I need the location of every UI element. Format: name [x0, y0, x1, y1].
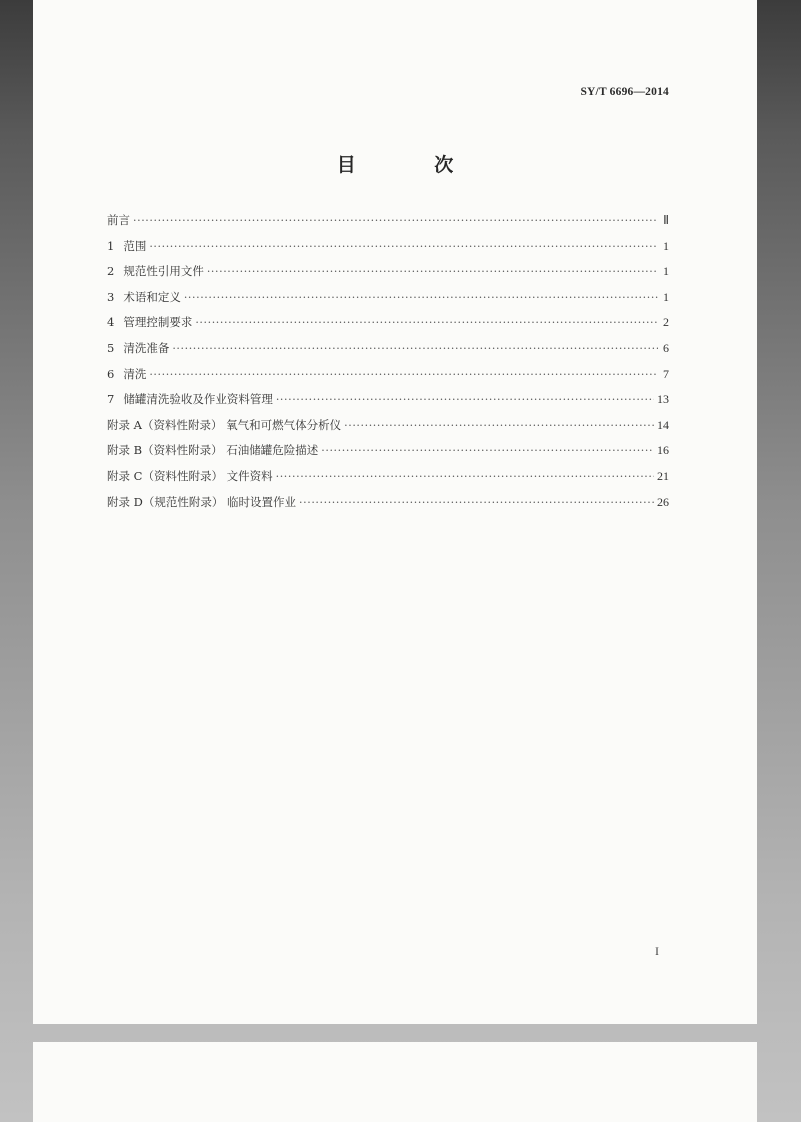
toc-entry[interactable]	[107, 391, 669, 417]
toc-entry-number: 7	[107, 392, 115, 407]
toc-entry-label	[107, 442, 318, 458]
toc-entry-label	[107, 238, 146, 254]
toc-dot-leader	[276, 393, 654, 410]
toc-dot-leader	[172, 342, 658, 359]
toc-dot-leader	[321, 444, 654, 461]
toc-entry-page: 21	[657, 468, 669, 483]
toc-entry-title: 前言	[107, 213, 130, 227]
page-number: I	[655, 944, 659, 958]
toc-entry-number: 1	[107, 238, 115, 253]
toc-title: 目 次	[336, 154, 490, 176]
toc-entry-label	[107, 289, 181, 305]
toc-entry-title: 附录 C（资料性附录） 文件资料	[107, 468, 273, 483]
toc-entry[interactable]	[107, 366, 669, 392]
toc-entry-title: 清洗准备	[123, 340, 170, 355]
toc-entry[interactable]	[107, 212, 669, 238]
toc-entry-title: 附录 A（资料性附录） 氧气和可燃气体分析仪	[107, 417, 342, 432]
toc-entry-page: 1	[663, 289, 669, 304]
toc-entry-label	[107, 494, 296, 510]
table-of-contents	[107, 212, 669, 519]
toc-entry[interactable]	[107, 417, 669, 443]
toc-entry[interactable]	[107, 314, 669, 340]
toc-entry[interactable]	[107, 289, 669, 315]
toc-entry-title: 附录 B（资料性附录） 石油储罐危险描述	[107, 443, 319, 458]
toc-dot-leader	[276, 470, 654, 487]
toc-entry-number: 3	[107, 289, 115, 304]
document-code: SY/T 6696—2014	[580, 86, 669, 98]
toc-entry-page: 14	[657, 417, 669, 432]
toc-entry[interactable]	[107, 238, 669, 264]
next-document-page	[33, 1042, 757, 1122]
toc-entry[interactable]	[107, 442, 669, 468]
toc-entry[interactable]	[107, 340, 669, 366]
toc-entry-page: 1	[663, 264, 669, 279]
toc-entry-title: 附录 D（规范性附录） 临时设置作业	[107, 494, 297, 509]
toc-entry-label	[107, 263, 204, 279]
toc-entry-title: 范围	[123, 238, 147, 253]
toc-entry-title: 储罐清洗验收及作业资料管理	[123, 392, 273, 407]
toc-entry-page: 2	[663, 315, 669, 330]
toc-entry-page: 16	[657, 443, 669, 458]
toc-entry[interactable]	[107, 494, 669, 520]
toc-entry-title: 规范性引用文件	[123, 264, 204, 279]
toc-dot-leader	[149, 368, 658, 385]
toc-entry-page: 26	[657, 494, 669, 509]
toc-dot-leader	[133, 214, 658, 231]
toc-entry-title: 清洗	[123, 366, 147, 381]
toc-entry-label	[107, 391, 273, 407]
document-page	[33, 0, 757, 1024]
toc-entry-page: Ⅱ	[663, 213, 669, 227]
toc-entry-number: 5	[107, 340, 115, 355]
toc-entry-label	[107, 314, 192, 330]
toc-entry-number: 6	[107, 366, 115, 381]
toc-entry-title: 术语和定义	[123, 289, 181, 304]
toc-entry-label	[107, 468, 273, 484]
toc-entry-label	[107, 212, 130, 228]
toc-entry-page: 6	[663, 340, 669, 355]
toc-entry-number: 4	[107, 315, 115, 330]
toc-entry[interactable]	[107, 468, 669, 494]
toc-entry-page: 7	[663, 366, 669, 381]
toc-entry-title: 管理控制要求	[123, 315, 193, 330]
toc-dot-leader	[149, 240, 658, 257]
toc-entry-page: 1	[663, 238, 669, 253]
toc-entry-number: 2	[107, 264, 115, 279]
toc-dot-leader	[299, 496, 654, 513]
toc-dot-leader	[195, 316, 658, 333]
toc-dot-leader	[207, 265, 658, 282]
toc-entry-page: 13	[657, 392, 669, 407]
toc-entry-label	[107, 417, 341, 433]
toc-entry-label	[107, 366, 146, 382]
toc-entry[interactable]	[107, 263, 669, 289]
toc-entry-label	[107, 340, 169, 356]
toc-dot-leader	[184, 291, 658, 308]
toc-dot-leader	[344, 419, 654, 436]
